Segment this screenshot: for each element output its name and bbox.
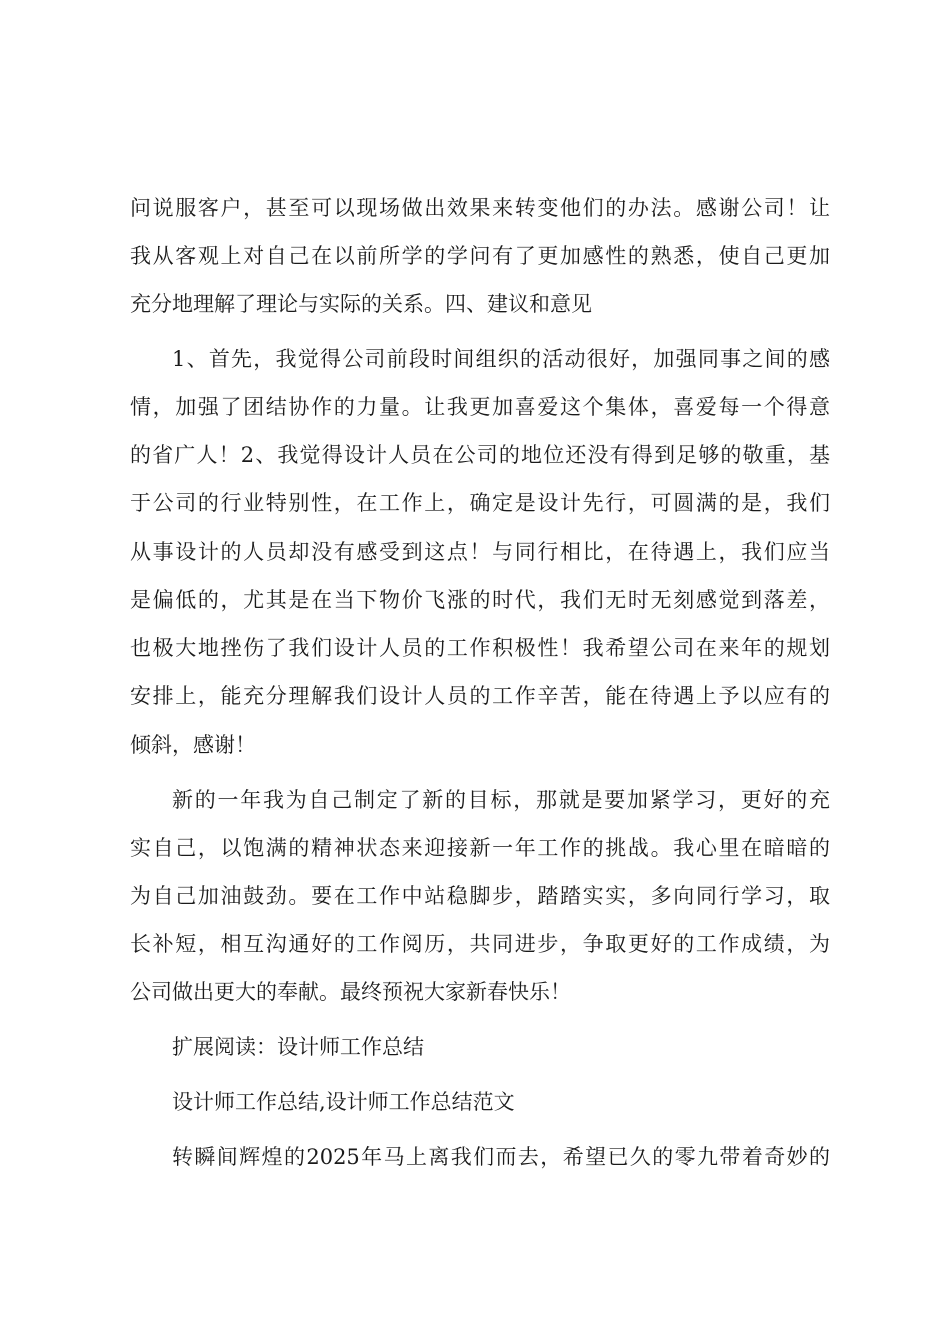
text-line: 的省广人！2、我觉得设计人员在公司的地位还没有得到足够的敬重，基	[130, 443, 830, 467]
text-line: 安排上，能充分理解我们设计人员的工作辛苦，能在待遇上予以应有的	[130, 684, 830, 708]
subheading: 设计师工作总结,设计师工作总结范文	[172, 1090, 515, 1114]
text-line: 充分地理解了理论与实际的关系。四、建议和意见	[130, 292, 592, 316]
text-line: 为自己加油鼓劲。要在工作中站稳脚步，踏踏实实，多向同行学习，取	[130, 884, 830, 908]
text-line: 公司做出更大的奉献。最终预祝大家新春快乐！	[130, 980, 571, 1004]
text-line: 于公司的行业特别性，在工作上，确定是设计先行，可圆满的是，我们	[130, 491, 830, 515]
text-line: 从事设计的人员却没有感受到这点！与同行相比，在待遇上，我们应当	[130, 540, 830, 564]
paragraph-first-line: 转瞬间辉煌的2025年马上离我们而去，希望已久的零九带着奇妙的	[172, 1145, 830, 1169]
text-line: 实自己，以饱满的精神状态来迎接新一年工作的挑战。我心里在暗暗的	[130, 836, 830, 860]
paragraph-first-line: 新的一年我为自己制定了新的目标，那就是要加紧学习，更好的充	[172, 788, 830, 812]
text-line: 是偏低的，尤其是在当下物价飞涨的时代，我们无时无刻感觉到落差，	[130, 588, 830, 612]
text-line: 我从客观上对自己在以前所学的学问有了更加感性的熟悉，使自己更加	[130, 244, 830, 268]
paragraph-first-line: 1、首先，我觉得公司前段时间组织的活动很好，加强同事之间的感	[172, 347, 830, 371]
text-line: 长补短，相互沟通好的工作阅历，共同进步，争取更好的工作成绩，为	[130, 932, 830, 956]
text-line: 情，加强了团结协作的力量。让我更加喜爱这个集体，喜爱每一个得意	[130, 395, 830, 419]
text-line: 问说服客户，甚至可以现场做出效果来转变他们的办法。感谢公司！让	[130, 196, 830, 220]
text-line: 也极大地挫伤了我们设计人员的工作积极性！我希望公司在来年的规划	[130, 636, 830, 660]
section-heading: 扩展阅读：设计师工作总结	[172, 1035, 424, 1059]
text-line: 倾斜，感谢！	[130, 733, 256, 757]
